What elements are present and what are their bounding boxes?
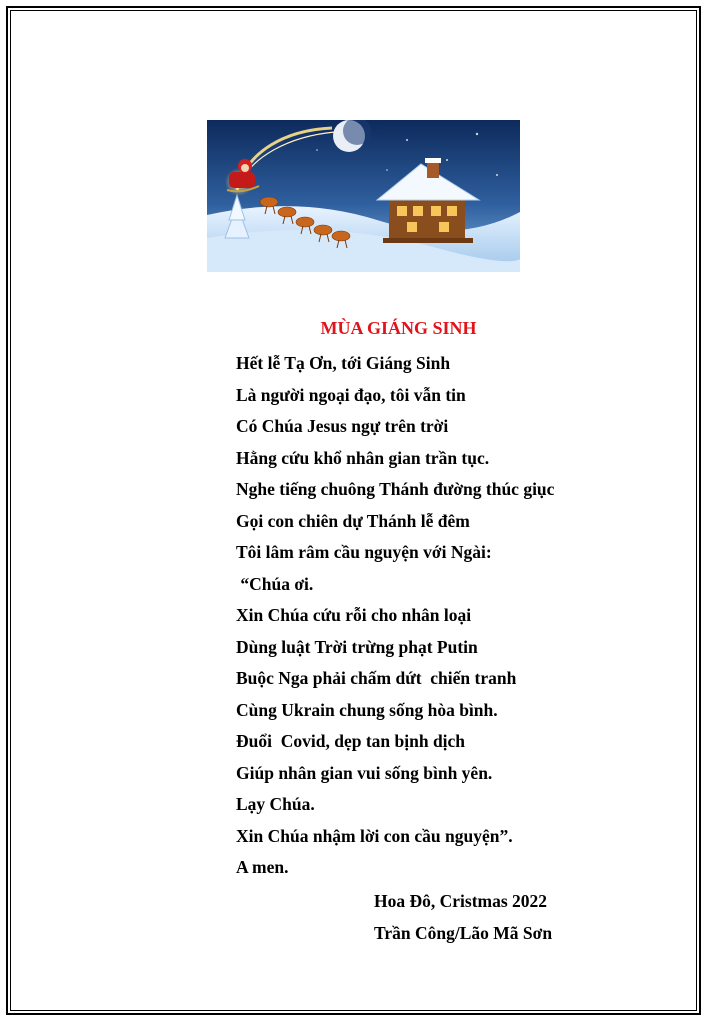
poem-line: Tôi lâm râm cầu nguyện với Ngài: [236,542,492,562]
poem-title: MÙA GIÁNG SINH [320,318,477,338]
poem-line: Giúp nhân gian vui sống bình yên. [236,762,493,783]
poem-line: Dùng luật Trời trừng phạt Putin [236,636,478,657]
poem-line: Hằng cứu khổ nhân gian trần tục. [236,447,490,468]
signature-author: Trần Công/Lão Mã Sơn [374,923,553,943]
poem-line: Lạy Chúa. [236,794,315,814]
poem-line: Hết lễ Tạ Ơn, tới Giáng Sinh [236,353,451,373]
poem-line: Gọi con chiên dự Thánh lễ đêm [236,510,470,531]
poem-line: Có Chúa Jesus ngự trên trời [236,416,449,436]
poem-line: A men. [236,857,289,877]
poem-line: Là người ngoại đạo, tôi vẫn tin [236,384,466,405]
poem-line: Xin Chúa cứu rỗi cho nhân loại [236,605,472,625]
poem-line: Xin Chúa nhậm lời con cầu nguyện”. [236,825,513,846]
poem-line: Cùng Ukrain chung sống hòa bình. [236,699,498,720]
christmas-illustration [207,120,520,272]
signature-place-date: Hoa Đô, Cristmas 2022 [374,891,548,911]
poem-line: “Chúa ơi. [236,573,314,594]
poem-line: Buộc Nga phải chấm dứt chiến tranh [236,668,517,688]
santa-sleigh-icon [207,120,520,272]
poem-body [236,352,554,888]
poem-line: Đuổi Covid, dẹp tan bịnh dịch [236,731,466,751]
poem-line: Nghe tiếng chuông Thánh đường thúc giục [236,479,555,499]
